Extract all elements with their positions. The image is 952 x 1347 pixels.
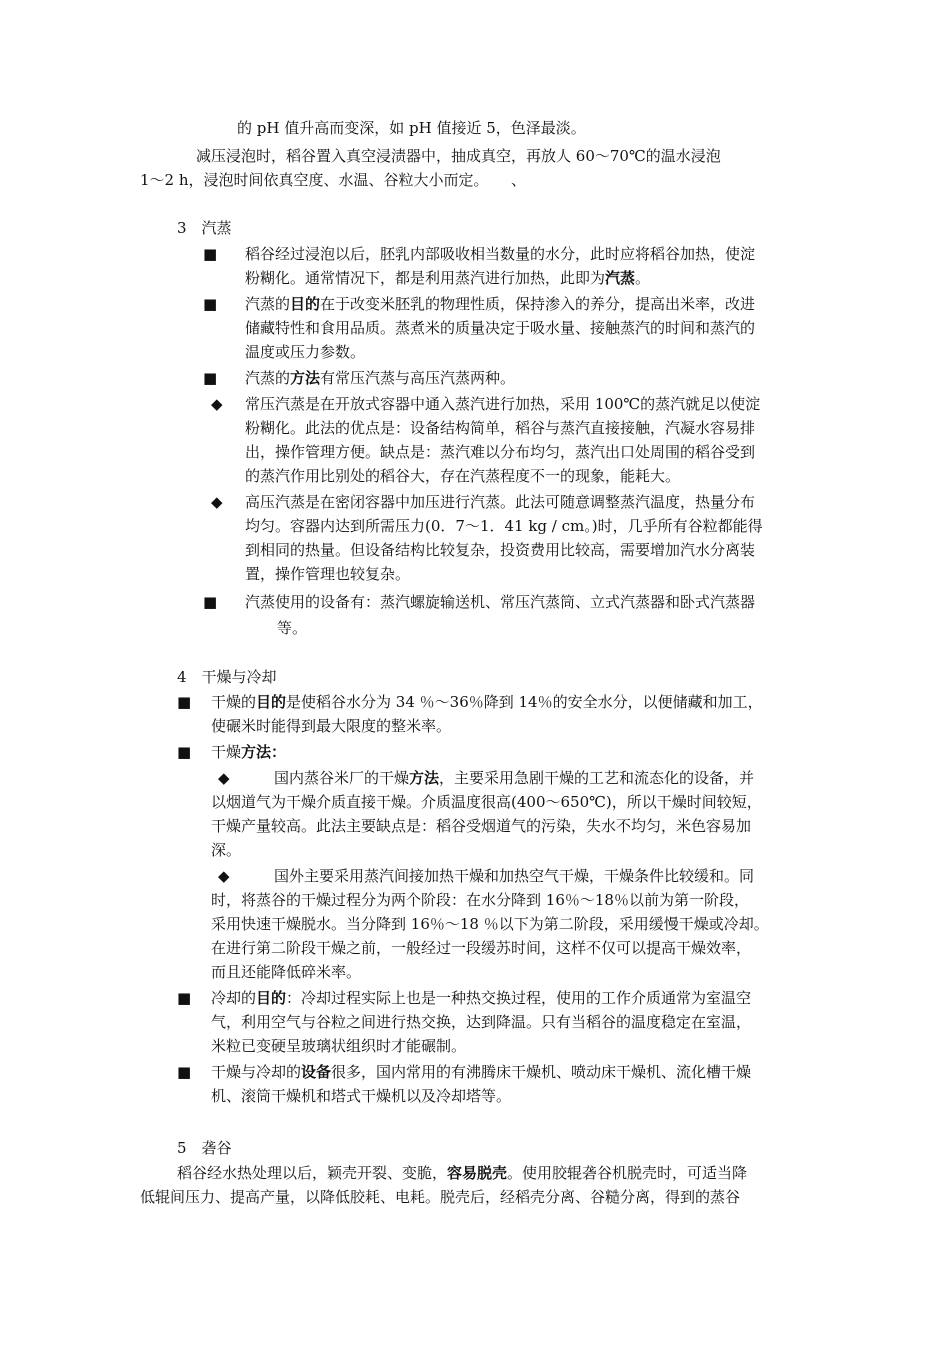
text-line: 米粒已变硬呈玻璃状组织时才能碾制。	[211, 1037, 467, 1055]
diamond-bullet-icon: ◆	[218, 769, 230, 787]
section-heading: 4 干燥与冷却	[177, 668, 277, 686]
text-line: 在进行第二阶段干燥之前，一般经过一段缓苏时间，这样不仅可以提高干燥效率，	[211, 939, 752, 957]
text-line: 出，操作管理方便。缺点是：蒸汽难以分布均匀，蒸汽出口处周围的稻谷受到	[245, 443, 756, 461]
section-heading: 3 汽蒸	[177, 219, 232, 237]
text-run: 干燥	[211, 743, 242, 761]
diamond-bullet-icon: ◆	[218, 867, 230, 885]
text-line: 低辊间压力、提高产量，以降低胶耗、电耗。脱壳后，经稻壳分离、谷糙分离，得到的蒸谷	[140, 1188, 741, 1206]
bold-term: 目的	[256, 989, 287, 1007]
text-run: 干燥的	[211, 693, 257, 711]
text-line	[274, 766, 754, 791]
text-line: 国外主要采用蒸汽间接加热干燥和加热空气干燥，干燥条件比较缓和。同	[274, 867, 755, 885]
text-line: 时，将蒸谷的干燥过程分为两个阶段：在水分降到 16％～18％以前为第一阶段，	[211, 891, 749, 909]
section-heading: 5 砻谷	[177, 1139, 232, 1157]
text-line: 而且还能降低碎米率。	[211, 963, 362, 981]
bold-term: 容易脱壳	[447, 1164, 508, 1182]
text-run: 。	[635, 269, 651, 287]
text-line: 粉糊化。此法的优点是：设备结构简单，稻谷与蒸汽直接接触，汽凝水容易排	[245, 419, 756, 437]
text-line: 使碾米时能得到最大限度的整米率。	[211, 717, 452, 735]
text-line: 机、滚筒干燥机和塔式干燥机以及冷却塔等。	[211, 1087, 512, 1105]
text-line: 汽蒸使用的设备有：蒸汽螺旋输送机、常压汽蒸筒、立式汽蒸器和卧式汽蒸器	[245, 593, 756, 611]
text-line: 等。	[277, 619, 308, 637]
text-line	[245, 366, 515, 391]
text-line: 减压浸泡时，稻谷置入真空浸渍器中，抽成真空，再放人 60～70℃的温水浸泡	[196, 147, 721, 165]
text-line: 高压汽蒸是在密闭容器中加压进行汽蒸。此法可随意调整蒸汽温度，热量分布	[245, 493, 756, 511]
square-bullet-icon: ■	[203, 245, 218, 263]
bold-term: 目的	[256, 693, 287, 711]
text-line	[211, 740, 286, 765]
square-bullet-icon: ■	[177, 1063, 192, 1081]
text-line	[177, 1161, 747, 1186]
text-line: 常压汽蒸是在开放式容器中通入蒸汽进行加热，采用 100℃的蒸汽就足以使淀	[245, 395, 761, 413]
text-line: 的蒸汽作用比别处的稻谷大，存在汽蒸程度不一的现象，能耗大。	[245, 467, 681, 485]
bold-term: 汽蒸	[605, 269, 636, 287]
text-line: 储藏特性和食用品质。蒸煮米的质量决定于吸水量、接触蒸汽的时间和蒸汽的	[245, 319, 756, 337]
text-run: 冷却的	[211, 989, 257, 1007]
text-run: 有常压汽蒸与高压汽蒸两种。	[320, 369, 516, 387]
diamond-bullet-icon: ◆	[211, 493, 223, 511]
text-run: 粉糊化。通常情况下，都是利用蒸汽进行加热，此即为	[245, 269, 606, 287]
text-run: 。使用胶辊砻谷机脱壳时，可适当降	[507, 1164, 748, 1182]
diamond-bullet-icon: ◆	[211, 395, 223, 413]
text-line	[211, 986, 751, 1011]
text-line: 气，利用空气与谷粒之间进行热交换，达到降温。只有当稻谷的温度稳定在室温，	[211, 1013, 752, 1031]
text-line: 采用快速干燥脱水。当分降到 16％～18 ％以下为第二阶段，采用缓慢干燥或冷却。	[211, 915, 769, 933]
text-run: 干燥与冷却的	[211, 1063, 302, 1081]
text-run: 国内蒸谷米厂的干燥	[274, 769, 410, 787]
bold-term: 方法：	[241, 743, 287, 761]
text-run: ，主要采用急剧干燥的工艺和流态化的设备，并	[439, 769, 755, 787]
text-run: 汽蒸的	[245, 369, 291, 387]
square-bullet-icon: ■	[203, 295, 218, 313]
square-bullet-icon: ■	[203, 593, 218, 611]
text-line: 到相同的热量。但设备结构比较复杂，投资费用比较高，需要增加汽水分离装	[245, 541, 756, 559]
square-bullet-icon: ■	[177, 743, 192, 761]
square-bullet-icon: ■	[177, 989, 192, 1007]
text-line	[211, 690, 763, 715]
text-line: 深。	[211, 841, 242, 859]
text-line	[211, 1060, 751, 1085]
text-run: 稻谷经水热处理以后，颖壳开裂、变脆，	[177, 1164, 448, 1182]
text-line: 均匀。容器内达到所需压力(0．7～1．41 kg / cm。)时，几乎所有谷粒都能得	[245, 517, 763, 535]
bold-term: 设备	[301, 1063, 332, 1081]
text-line: 干燥产量较高。此法主要缺点是：稻谷受烟道气的污染，失水不均匀，米色容易加	[211, 817, 752, 835]
text-run: 在于改变米胚乳的物理性质，保持渗入的养分，提高出米率，改进	[320, 295, 756, 313]
text-line: 1～2 h，浸泡时间依真空度、水温、谷粒大小而定。 、	[140, 171, 527, 189]
text-line	[245, 266, 650, 291]
text-line: 温度或压力参数。	[245, 343, 366, 361]
text-line: 以烟道气为干燥介质直接干燥。介质温度很高(400～650℃)，所以干燥时间较短，	[211, 793, 762, 811]
text-line: 稻谷经过浸泡以后，胚乳内部吸收相当数量的水分，此时应将稻谷加热，使淀	[245, 245, 756, 263]
text-run: 汽蒸的	[245, 295, 291, 313]
text-line: 的 pH 值升高而变深，如 pH 值接近 5，色泽最淡。	[237, 119, 586, 137]
bold-term: 方法	[290, 369, 321, 387]
text-run: 很多，国内常用的有沸腾床干燥机、喷动床干燥机、流化槽干燥	[331, 1063, 752, 1081]
text-line: 置，操作管理也较复杂。	[245, 565, 411, 583]
bold-term: 目的	[290, 295, 321, 313]
text-run: 是使稻谷水分为 34 ％～36％降到 14％的安全水分，以便储藏和加工，	[286, 693, 763, 711]
text-run: ：冷却过程实际上也是一种热交换过程，使用的工作介质通常为室温空	[286, 989, 752, 1007]
square-bullet-icon: ■	[203, 369, 218, 387]
bold-term: 方法	[409, 769, 440, 787]
text-line	[245, 292, 755, 317]
square-bullet-icon: ■	[177, 693, 192, 711]
